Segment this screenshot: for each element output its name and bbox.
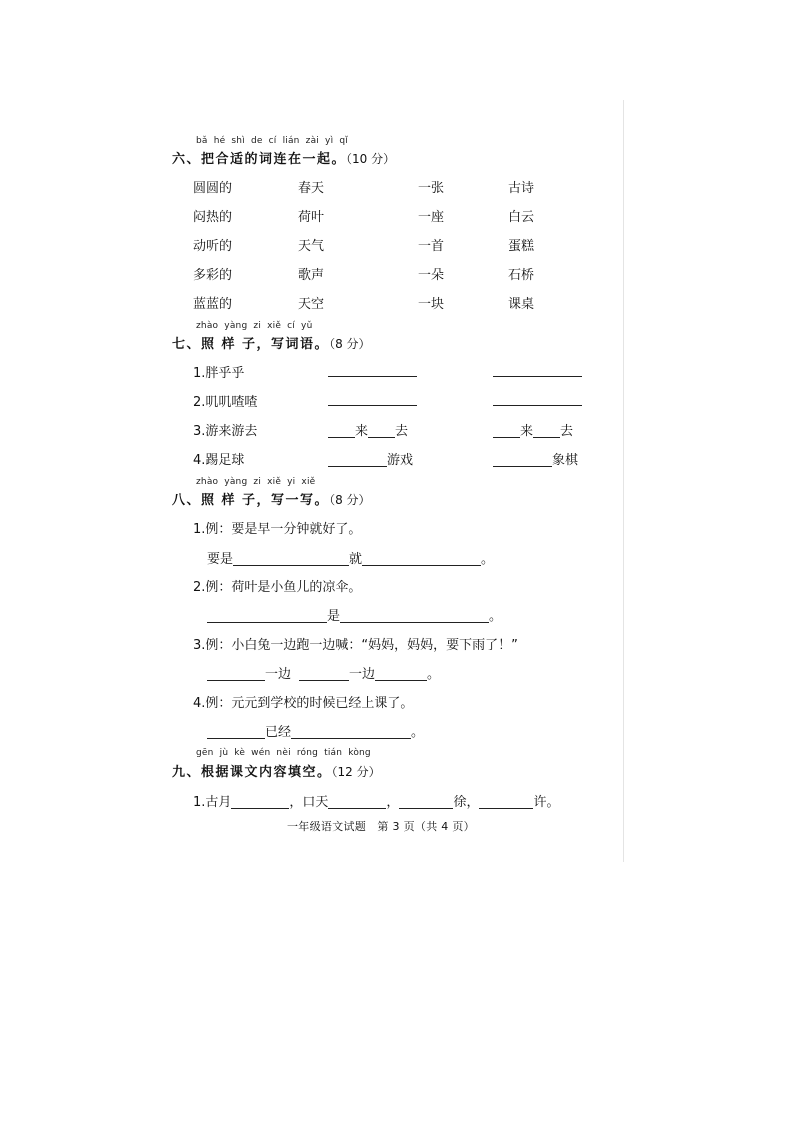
answer-blank[interactable] — [207, 725, 265, 739]
answer-blank[interactable] — [375, 667, 427, 681]
sentence-fill — [207, 548, 494, 567]
answer-blank[interactable] — [233, 552, 349, 566]
pattern-fill-c — [328, 449, 413, 468]
section9-pinyin: gēn jù kè wén nèi róng tián kòng — [196, 748, 371, 758]
match-col1-item: 多彩的 — [193, 268, 233, 283]
question-text: ，口天 — [289, 795, 329, 810]
answer-blank[interactable] — [493, 376, 582, 377]
section9-heading — [172, 761, 381, 780]
answer-blank[interactable] — [493, 453, 552, 467]
section8-heading — [172, 489, 371, 508]
section7-score: （8 分） — [329, 337, 371, 351]
answer-blank[interactable] — [328, 795, 386, 809]
answer-blank[interactable] — [368, 424, 395, 438]
match-col1-item: 动听的 — [193, 239, 233, 254]
match-col4-item: 课桌 — [508, 297, 535, 312]
sentence-end: 。 — [489, 609, 503, 624]
answer-blank[interactable] — [533, 424, 560, 438]
match-col2-item: 春天 — [298, 181, 325, 196]
match-col4-item: 蛋糕 — [508, 239, 535, 254]
answer-blank[interactable] — [493, 424, 520, 438]
pattern-char: 去 — [560, 424, 574, 439]
example-sentence: 1.例：要是早一分钟就好了。 — [193, 522, 362, 537]
match-col2-item: 荷叶 — [298, 210, 325, 225]
answer-blank[interactable] — [328, 376, 417, 377]
match-col1-item: 闷热的 — [193, 210, 233, 225]
match-col1-item: 蓝蓝的 — [193, 297, 233, 312]
answer-blank[interactable] — [362, 552, 481, 566]
answer-blank[interactable] — [328, 405, 417, 406]
sentence-end: 。 — [427, 667, 441, 682]
section7-title: 七、照 样 子，写词语。 — [172, 337, 330, 352]
section6-title: 六、把合适的词连在一起。 — [172, 152, 347, 167]
match-col2-item: 天气 — [298, 239, 325, 254]
sentence-end: 。 — [481, 552, 495, 567]
pattern-char: 去 — [395, 424, 409, 439]
section8-score: （8 分） — [329, 493, 371, 507]
match-col3-item: 一首 — [418, 239, 445, 254]
page-footer: 一年级语文试题 第 3 页（共 4 页） — [287, 820, 475, 833]
pattern-fill-d — [493, 449, 578, 468]
section6-score: （10 分） — [346, 152, 396, 166]
answer-blank[interactable] — [291, 725, 411, 739]
pattern-fill-b — [493, 420, 573, 439]
section6-heading — [172, 148, 395, 167]
match-col4-item: 白云 — [508, 210, 535, 225]
section7-heading — [172, 333, 371, 352]
question-text: 徐， — [453, 795, 480, 810]
section9-title: 九、根据课文内容填空。 — [172, 765, 332, 780]
sentence-fill — [207, 663, 440, 682]
sentence-word: 一边 — [349, 667, 376, 682]
section8-pinyin: zhào yàng zi xiě yi xiě — [196, 477, 316, 487]
sentence-word: 是 — [327, 609, 341, 624]
match-col1-item: 圆圆的 — [193, 181, 233, 196]
match-col3-item: 一张 — [418, 181, 445, 196]
example-sentence: 4.例：元元到学校的时候已经上课了。 — [193, 696, 414, 711]
match-col4-item: 古诗 — [508, 181, 535, 196]
answer-blank[interactable] — [340, 609, 489, 623]
example-sentence: 2.例：荷叶是小鱼儿的凉伞。 — [193, 580, 362, 595]
answer-blank[interactable] — [299, 667, 349, 681]
pattern-word: 象棋 — [552, 453, 579, 468]
section6-pinyin: bǎ hé shì de cí lián zài yì qǐ — [196, 136, 348, 146]
match-col3-item: 一朵 — [418, 268, 445, 283]
answer-blank[interactable] — [207, 667, 265, 681]
answer-blank[interactable] — [231, 795, 289, 809]
answer-blank[interactable] — [493, 405, 582, 406]
sentence-end: 。 — [411, 725, 425, 740]
answer-blank[interactable] — [328, 424, 355, 438]
word-item-label: 2.叽叽喳喳 — [193, 395, 258, 410]
match-col2-item: 天空 — [298, 297, 325, 312]
section9-score: （12 分） — [331, 765, 381, 779]
sentence-word: 就 — [349, 552, 363, 567]
question-text: 1.古月 — [193, 795, 232, 810]
question-text: ， — [386, 795, 400, 810]
answer-blank[interactable] — [399, 795, 453, 809]
fill-in-question — [193, 791, 559, 810]
match-col3-item: 一座 — [418, 210, 445, 225]
answer-blank[interactable] — [479, 795, 533, 809]
pattern-fill-a — [328, 420, 408, 439]
sentence-word: 已经 — [265, 725, 292, 740]
example-sentence: 3.例：小白兔一边跑一边喊：“妈妈，妈妈，要下雨了！” — [193, 638, 518, 653]
word-item-label: 3.游来游去 — [193, 424, 258, 439]
section7-pinyin: zhào yàng zi xiě cí yǔ — [196, 321, 313, 331]
sentence-word: 一边 — [265, 667, 292, 682]
answer-blank[interactable] — [207, 609, 327, 623]
page-edge — [623, 100, 624, 862]
match-col3-item: 一块 — [418, 297, 445, 312]
section8-title: 八、照 样 子，写一写。 — [172, 493, 330, 508]
match-col4-item: 石桥 — [508, 268, 535, 283]
pattern-char: 来 — [355, 424, 369, 439]
word-item-label: 4.踢足球 — [193, 453, 245, 468]
sentence-fill — [207, 721, 424, 740]
pattern-word: 游戏 — [387, 453, 414, 468]
sentence-fill — [207, 605, 502, 624]
question-text: 许。 — [533, 795, 560, 810]
match-col2-item: 歌声 — [298, 268, 325, 283]
sentence-word: 要是 — [207, 552, 234, 567]
word-item-label: 1.胖乎乎 — [193, 366, 245, 381]
pattern-char: 来 — [520, 424, 534, 439]
answer-blank[interactable] — [328, 453, 387, 467]
